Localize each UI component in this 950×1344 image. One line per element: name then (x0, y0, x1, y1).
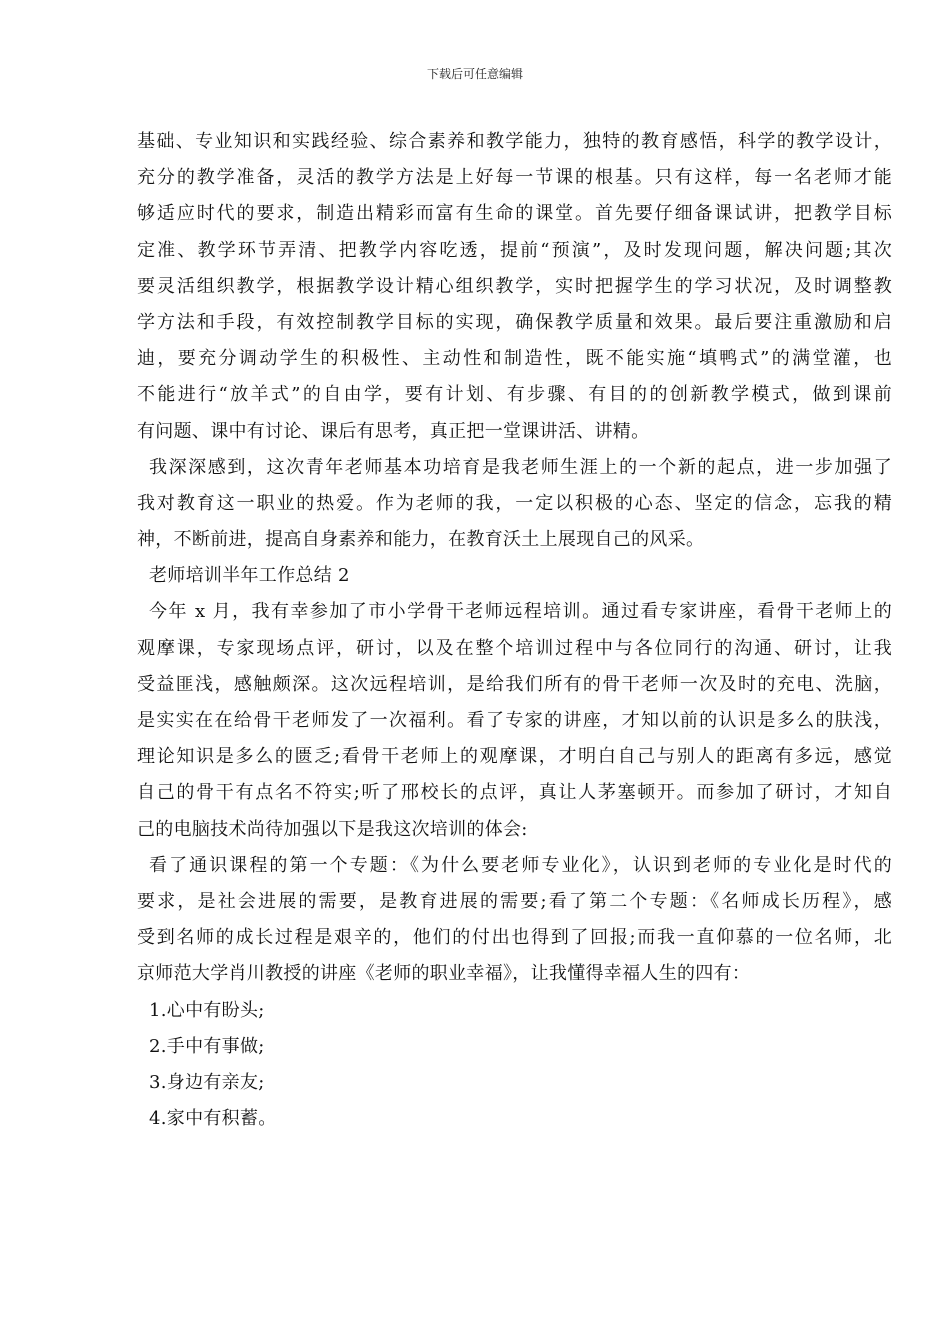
text-line: 定准、教学环节弄清、把教学内容吃透，提前“预演”，及时发现问题，解决问题;其次 (137, 239, 892, 261)
list-item: 4.家中有积蓄。 (149, 1108, 277, 1130)
text-line: 受益匪浅，感触颇深。这次远程培训，是给我们所有的骨干老师一次及时的充电、洗脑， (137, 673, 892, 695)
text-line: 京师范大学肖川教授的讲座《老师的职业幸福》，让我懂得幸福人生的四有： (137, 963, 751, 985)
text-line: 我对教育这一职业的热爱。作为老师的我，一定以积极的心态、坚定的信念，忘我的精 (137, 492, 892, 514)
paragraph-start-line: 看了通识课程的第一个专题：《为什么要老师专业化》，认识到老师的专业化是时代的 (149, 854, 892, 876)
text-line: 不能进行“放羊式”的自由学，要有计划、有步骤、有目的的创新教学模式，做到课前 (137, 384, 892, 406)
list-item: 3.身边有亲友; (149, 1071, 265, 1093)
text-line: 受到名师的成长过程是艰辛的，他们的付出也得到了回报;而我一直仰慕的一位名师，北 (137, 927, 892, 949)
text-line: 是实实在在给骨干老师发了一次福利。看了专家的讲座，才知以前的认识是多么的肤浅， (137, 710, 892, 731)
text-line: 己的电脑技术尚待加强以下是我这次培训的体会: (137, 818, 528, 840)
text-line: 要灵活组织教学，根据教学设计精心组织教学，实时把握学生的学习状况，及时调整教 (137, 275, 892, 297)
paragraph-start-line: 我深深感到，这次青年老师基本功培育是我老师生涯上的一个新的起点，进一步加强了 (149, 456, 892, 478)
text-line: 神，不断前进，提高自身素养和能力，在教育沃土上展现自己的风采。 (137, 529, 705, 551)
section-heading: 老师培训半年工作总结 2 (149, 565, 350, 587)
text-line: 理论知识是多么的匮乏;看骨干老师上的观摩课，才明白自己与别人的距离有多远，感觉 (137, 746, 892, 768)
list-item: 2.手中有事做; (149, 1035, 265, 1057)
paragraph-start-line: 今年 x 月，我有幸参加了市小学骨干老师远程培训。通过看专家讲座，看骨干老师上的 (149, 601, 892, 623)
text-line: 充分的教学准备，灵活的教学方法是上好每一节课的根基。只有这样，每一名老师才能 (137, 167, 892, 189)
text-line: 要求，是社会进展的需要，是教育进展的需要;看了第二个专题：《名师成长历程》，感 (137, 890, 892, 912)
text-line: 学方法和手段，有效控制教学目标的实现，确保教学质量和效果。最后要注重激励和启 (137, 311, 892, 333)
text-line: 自己的骨干有点名不符实;听了邢校长的点评，真让人茅塞顿开。而参加了研讨，才知自 (137, 782, 892, 804)
text-line: 基础、专业知识和实践经验、综合素养和教学能力，独特的教育感悟，科学的教学设计， (137, 131, 892, 152)
text-line: 迪，要充分调动学生的积极性、主动性和制造性，既不能实施“填鸭式”的满堂灌，也 (137, 348, 892, 370)
document-body (137, 124, 892, 1137)
text-line: 观摩课，专家现场点评，研讨，以及在整个培训过程中与各位同行的沟通、研讨，让我 (137, 637, 892, 659)
page-header: 下载后可任意编辑 (426, 67, 523, 81)
text-line: 有问题、课中有讨论、课后有思考，真正把一堂课讲活、讲精。 (137, 420, 650, 442)
text-line: 够适应时代的要求，制造出精彩而富有生命的课堂。首先要仔细备课试讲，把教学目标 (137, 203, 892, 225)
list-item: 1.心中有盼头; (149, 999, 265, 1021)
